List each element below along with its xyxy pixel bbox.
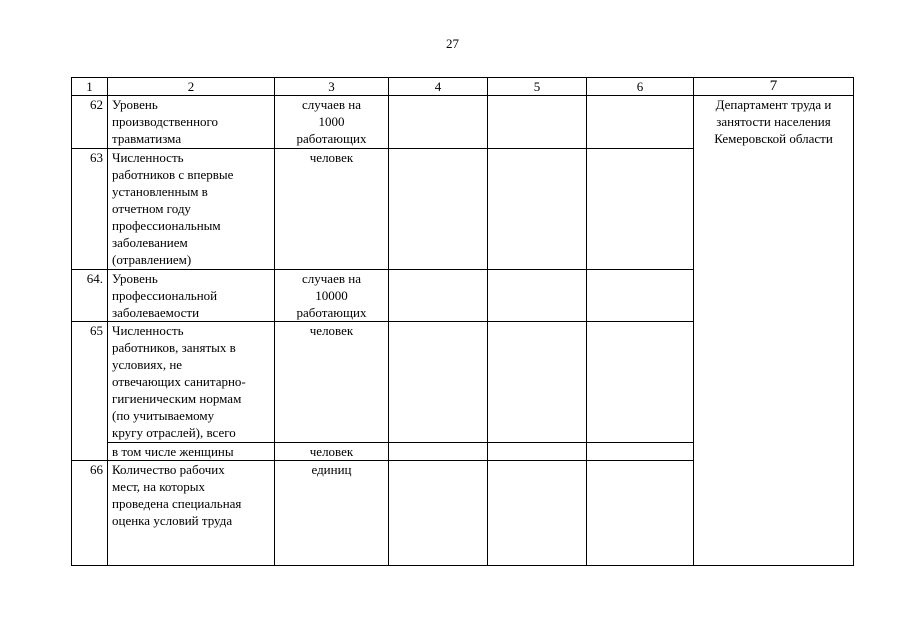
name-line: травматизма [112,131,182,146]
unit-line: случаев на [302,97,361,112]
name-line: профессиональной [112,288,218,303]
name-line: производственного [112,114,219,129]
name-line: условиях, не [112,357,183,372]
name-line: отчетном году [112,201,191,216]
name-line: работников, занятых в [112,340,236,355]
table-row [72,96,854,149]
indicators-table [71,77,854,566]
indicator-name [108,322,275,443]
unit-cell [275,149,389,270]
value-cell [587,96,694,149]
header-row [72,78,854,96]
column-header: 5 [488,78,587,96]
name-line: мест, на которых [112,479,205,494]
unit-line: работающих [296,305,367,320]
name-line: Численность [112,323,184,338]
unit-line: человек [309,323,354,338]
value-cell [587,443,694,461]
unit-line: единиц [311,462,352,477]
name-line: Численность [112,150,184,165]
name-line: кругу отраслей), всего [112,425,236,440]
unit-line: 10000 [315,288,348,303]
name-line: проведена специальная [112,496,242,511]
name-line: в том числе женщины [112,444,234,459]
column-header: 2 [108,78,275,96]
unit-cell [275,96,389,149]
page-number: 27 [446,36,459,51]
value-cell [488,149,587,270]
value-cell [587,270,694,322]
name-line: работников с впервые [112,167,234,182]
department-line: занятости населения [716,114,831,129]
name-line: Уровень [112,97,158,112]
name-line: отвечающих санитарно- [112,374,246,389]
column-header: 1 [72,78,108,96]
name-line: гигиеническим нормам [112,391,242,406]
unit-line: случаев на [302,271,361,286]
value-cell [488,322,587,443]
indicator-name [108,270,275,322]
row-number: 63 [72,149,108,270]
value-cell [488,96,587,149]
column-header: 3 [275,78,389,96]
name-line: профессиональным [112,218,221,233]
name-line: (отравлением) [112,252,192,267]
name-line: Уровень [112,271,158,286]
value-cell [587,461,694,566]
name-line: Количество рабочих [112,462,225,477]
value-cell [389,270,488,322]
unit-line: человек [309,444,354,459]
value-cell [389,443,488,461]
unit-line: 1000 [318,114,345,129]
row-number: 64. [72,270,108,322]
unit-cell [275,322,389,443]
indicator-name [108,443,275,461]
value-cell [587,149,694,270]
unit-cell [275,461,389,566]
name-line: заболеванием [112,235,188,250]
value-cell [389,96,488,149]
unit-cell [275,270,389,322]
indicator-name [108,149,275,270]
unit-cell [275,443,389,461]
value-cell [389,149,488,270]
department-line: Кемеровской области [714,131,833,146]
row-number: 62 [72,96,108,149]
value-cell [389,461,488,566]
value-cell [488,461,587,566]
department-line: Департамент труда и [715,97,832,112]
name-line: установленным в [112,184,208,199]
row-number: 66 [72,461,108,566]
unit-line: работающих [296,131,367,146]
value-cell [389,322,488,443]
responsible-department [694,96,854,566]
value-cell [488,270,587,322]
indicator-name [108,96,275,149]
unit-line: человек [309,150,354,165]
column-header: 6 [587,78,694,96]
name-line: оценка условий труда [112,513,233,528]
indicator-name [108,461,275,566]
value-cell [587,322,694,443]
row-number: 65 [72,322,108,461]
name-line: заболеваемости [112,305,200,320]
name-line: (по учитываемому [112,408,215,423]
column-header: 7 [694,78,854,96]
column-header: 4 [389,78,488,96]
value-cell [488,443,587,461]
